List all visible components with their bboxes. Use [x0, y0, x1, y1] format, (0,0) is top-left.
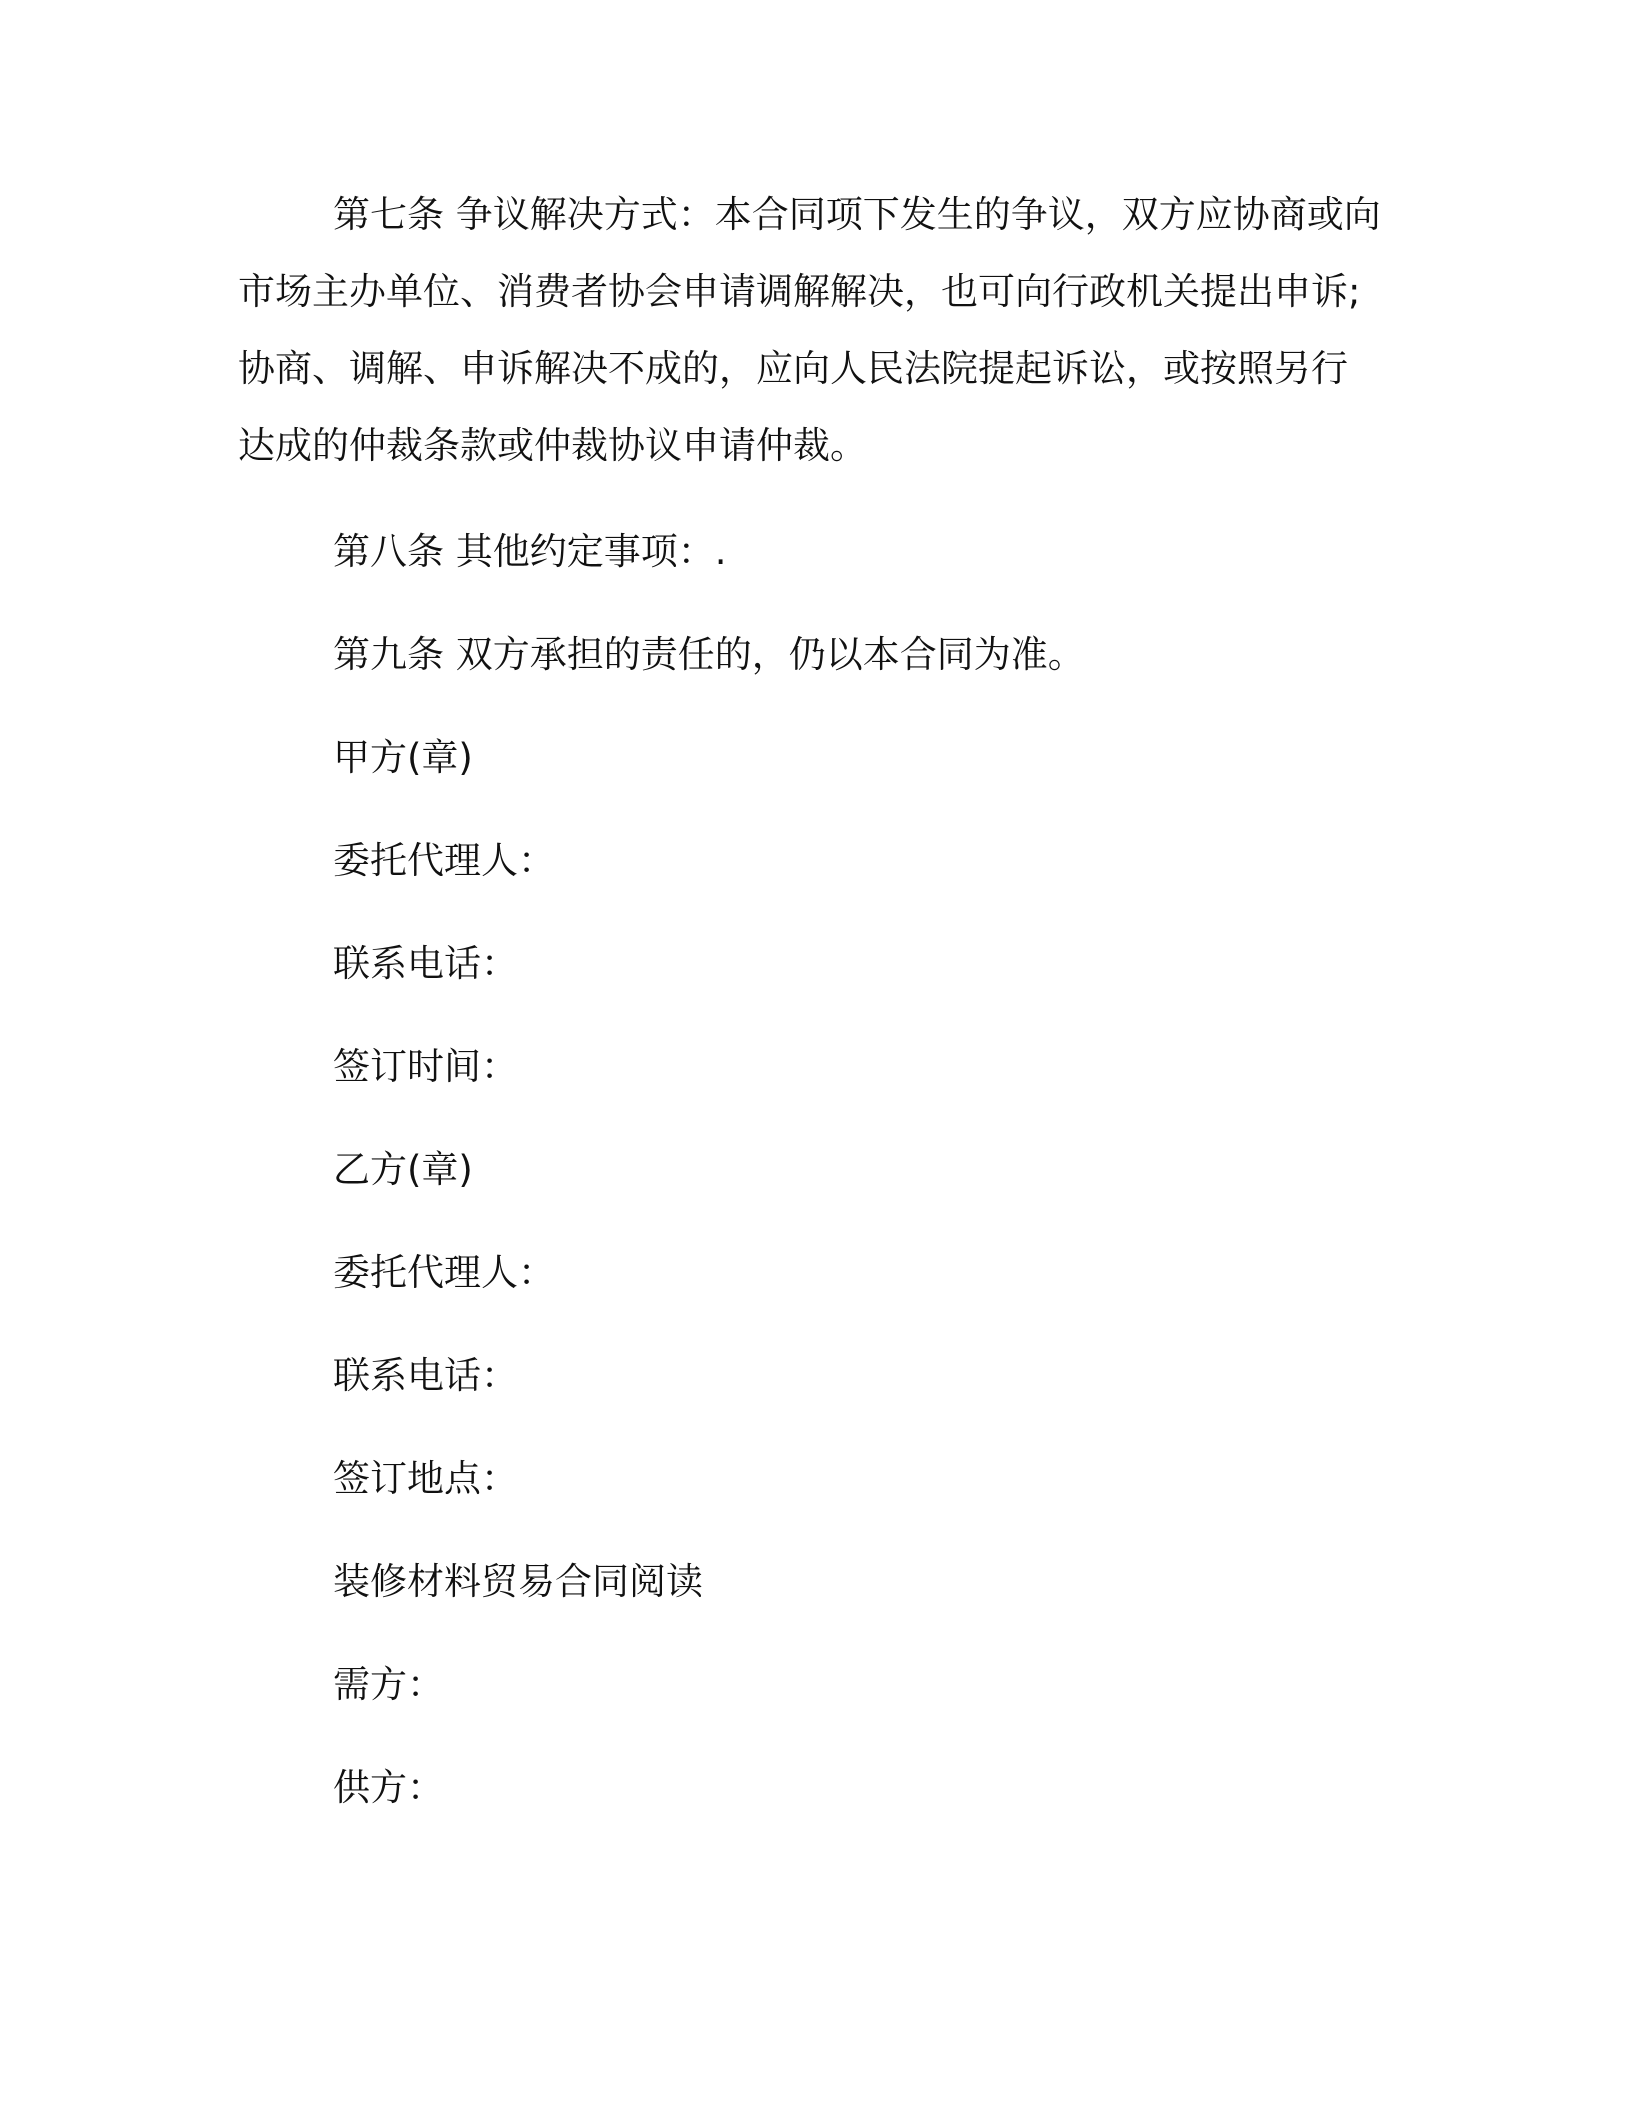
party-a-seal: 甲方(章) — [333, 736, 473, 779]
party-a-sign-time: 签订时间： — [333, 1045, 518, 1088]
article-7-paragraph — [238, 176, 1408, 484]
article-7-line-1: 第七条 争议解决方式：本合同项下发生的争议，双方应协商或向 — [333, 193, 1381, 236]
party-b-agent: 委托代理人： — [333, 1251, 555, 1294]
party-b-phone: 联系电话： — [333, 1354, 518, 1397]
party-b-seal: 乙方(章) — [333, 1148, 473, 1191]
party-a-phone: 联系电话： — [333, 942, 518, 985]
article-8-paragraph: 第八条 其他约定事项：. — [333, 530, 727, 573]
article-7-line-4: 达成的仲裁条款或仲裁协议申请仲裁。 — [238, 424, 867, 467]
party-b-sign-place: 签订地点： — [333, 1457, 518, 1500]
article-7-line-3: 协商、调解、申诉解决不成的，应向人民法院提起诉讼，或按照另行 — [238, 347, 1348, 390]
article-7-line-2: 市场主办单位、消费者协会申请调解解决，也可向行政机关提出申诉; — [238, 270, 1361, 313]
supplier-label: 供方： — [333, 1766, 444, 1809]
party-a-agent: 委托代理人： — [333, 839, 555, 882]
article-9-paragraph: 第九条 双方承担的责任的，仍以本合同为准。 — [333, 633, 1085, 676]
buyer-label: 需方： — [333, 1663, 444, 1706]
next-contract-title: 装修材料贸易合同阅读 — [333, 1560, 703, 1603]
